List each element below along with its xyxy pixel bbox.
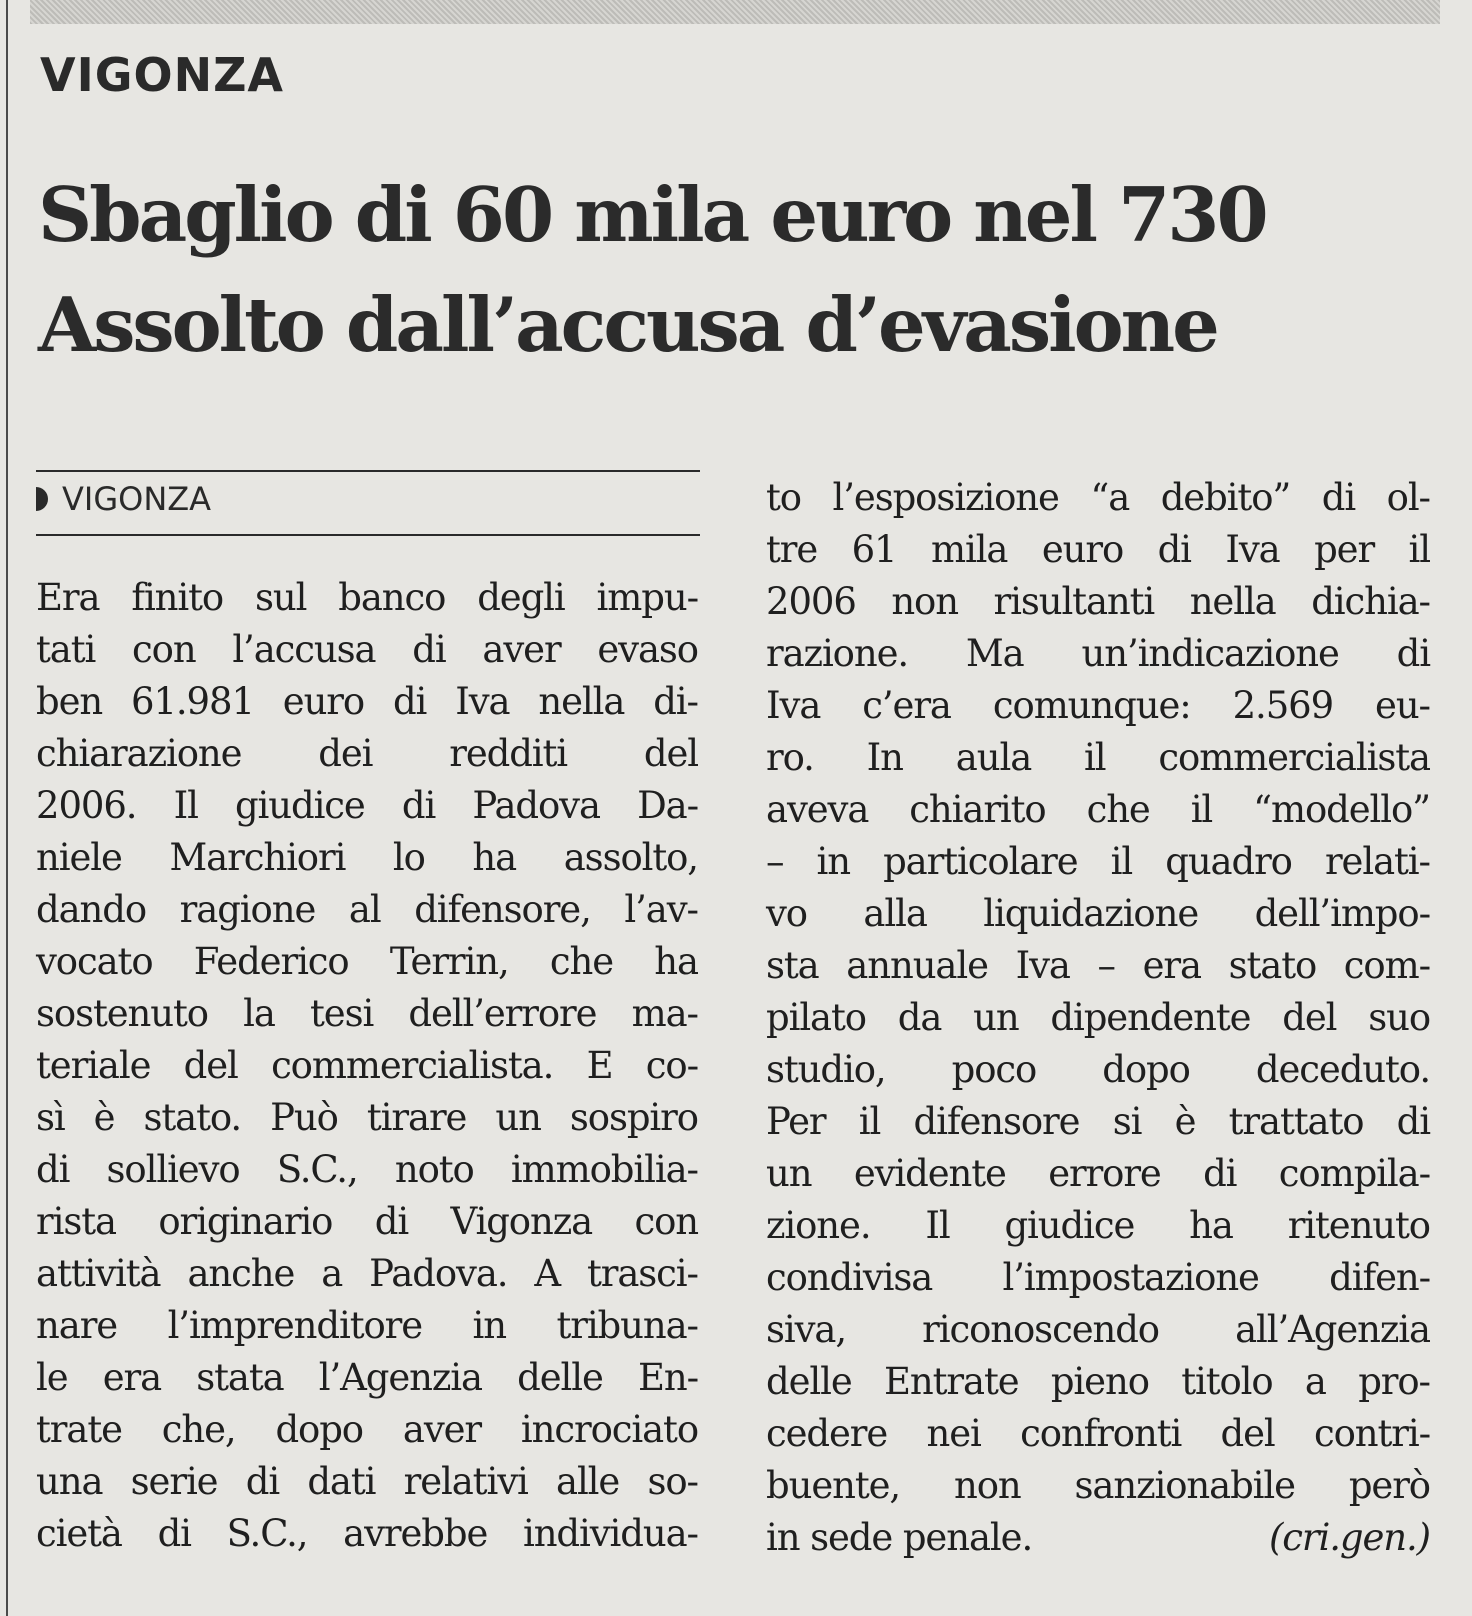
author-signature: (cri.gen.) xyxy=(1268,1516,1430,1559)
article-line: nare l’imprenditore in tribuna- xyxy=(36,1304,698,1347)
article-closing-text: in sede penale. xyxy=(766,1516,1033,1559)
dateline-marker-icon xyxy=(36,487,48,511)
article-line: ben 61.981 euro di Iva nella di- xyxy=(36,680,698,723)
article-line: condivisa l’impostazione difen- xyxy=(766,1256,1430,1299)
top-scan-strip xyxy=(30,0,1440,24)
article-line: sta annuale Iva – era stato com- xyxy=(766,944,1430,987)
article-line: rista originario di Vigonza con xyxy=(36,1200,698,1243)
article-line: niele Marchiori lo ha assolto, xyxy=(36,836,698,879)
article-line: 2006 non risultanti nella dichia- xyxy=(766,580,1430,623)
article-line: di sollievo S.C., noto immobilia- xyxy=(36,1148,698,1191)
article-line: to l’esposizione “a debito” di ol- xyxy=(766,476,1430,519)
article-line: attività anche a Padova. A trasci- xyxy=(36,1252,698,1295)
article-line: 2006. Il giudice di Padova Da- xyxy=(36,784,698,827)
article-column-1 xyxy=(36,572,698,1560)
article-line: Era finito sul banco degli impu- xyxy=(36,576,698,619)
article-line: tre 61 mila euro di Iva per il xyxy=(766,528,1430,571)
dateline xyxy=(36,480,211,518)
article-line: razione. Ma un’indicazione di xyxy=(766,632,1430,675)
article-line: Per il difensore si è trattato di xyxy=(766,1100,1430,1143)
article-line: trate che, dopo aver incrociato xyxy=(36,1408,698,1451)
article-line: le era stata l’Agenzia delle En- xyxy=(36,1356,698,1399)
article-line: zione. Il giudice ha ritenuto xyxy=(766,1204,1430,1247)
article-line: aveva chiarito che il “modello” xyxy=(766,788,1430,831)
article-line: delle Entrate pieno titolo a pro- xyxy=(766,1360,1430,1403)
dateline-top-rule xyxy=(36,470,700,472)
dateline-text: VIGONZA xyxy=(62,480,212,518)
section-kicker: VIGONZA xyxy=(40,48,285,102)
article-line: buente, non sanzionabile però xyxy=(766,1464,1430,1507)
article-last-line xyxy=(766,1512,1430,1564)
article-line: tati con l’accusa di aver evaso xyxy=(36,628,698,671)
headline-line-1: Sbaglio di 60 mila euro nel 730 xyxy=(38,171,1266,259)
article-line: Iva c’era comunque: 2.569 eu- xyxy=(766,684,1430,727)
article-line: studio, poco dopo deceduto. xyxy=(766,1048,1430,1091)
article-line: cietà di S.C., avrebbe individua- xyxy=(36,1512,698,1555)
article-line: dando ragione al difensore, l’av- xyxy=(36,888,698,931)
article-line: teriale del commercialista. E co- xyxy=(36,1044,698,1087)
article-line: una serie di dati relativi alle so- xyxy=(36,1460,698,1503)
article-line: – in particolare il quadro relati- xyxy=(766,840,1430,883)
article-line: un evidente errore di compila- xyxy=(766,1152,1430,1195)
article-line: ro. In aula il commercialista xyxy=(766,736,1430,779)
dateline-bottom-rule xyxy=(36,534,700,536)
article-column-2 xyxy=(766,472,1430,1564)
article-line: vo alla liquidazione dell’impo- xyxy=(766,892,1430,935)
left-border-rule xyxy=(6,0,8,1616)
headline-line-2: Assolto dall’accusa d’evasione xyxy=(38,281,1217,369)
article-line: vocato Federico Terrin, che ha xyxy=(36,940,698,983)
headline xyxy=(38,160,1438,380)
article-line: cedere nei confronti del contri- xyxy=(766,1412,1430,1455)
article-line: siva, riconoscendo all’Agenzia xyxy=(766,1308,1430,1351)
article-line: pilato da un dipendente del suo xyxy=(766,996,1430,1039)
article-line: chiarazione dei redditi del xyxy=(36,732,698,775)
article-line: sì è stato. Può tirare un sospiro xyxy=(36,1096,698,1139)
article-line: sostenuto la tesi dell’errore ma- xyxy=(36,992,698,1035)
